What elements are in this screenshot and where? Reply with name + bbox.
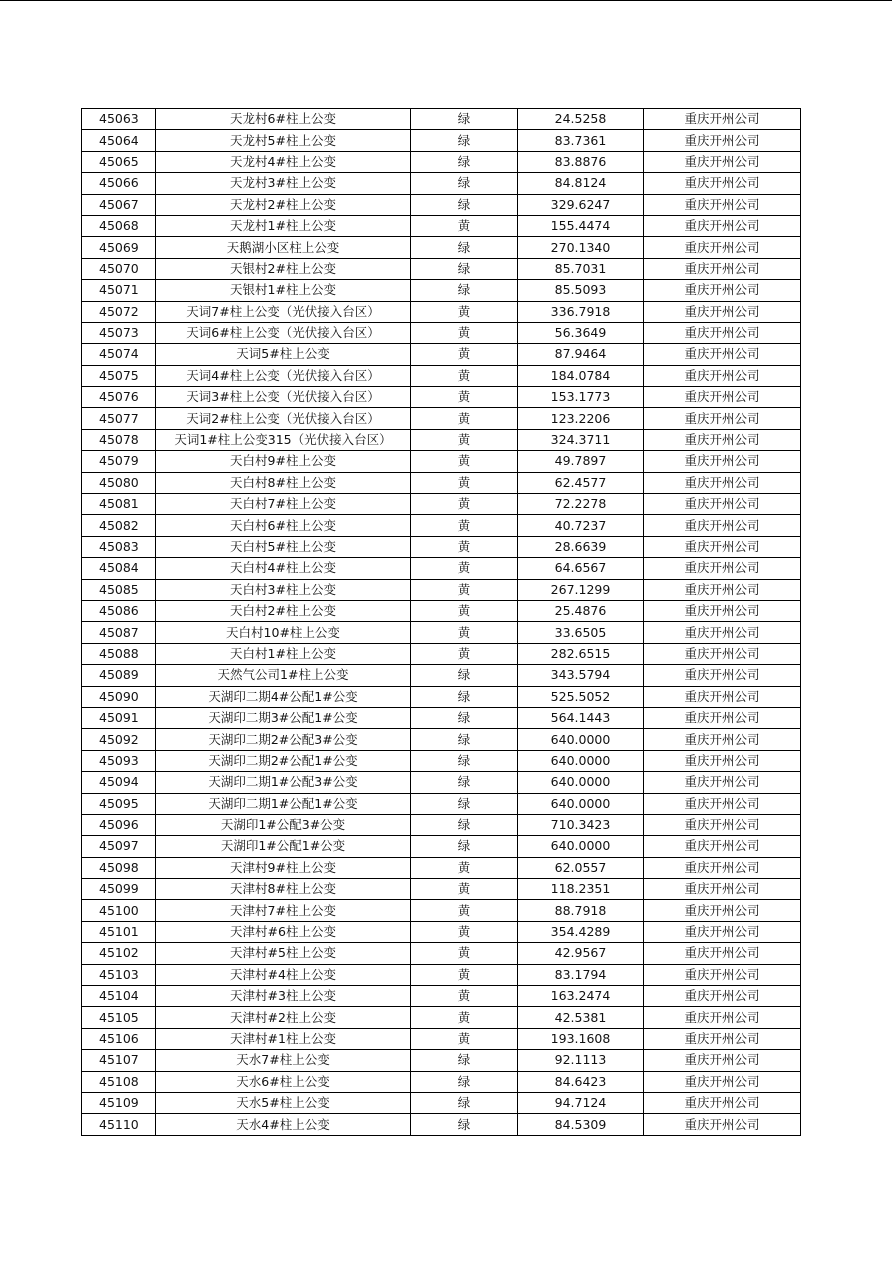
row-company-cell: 重庆开州公司 bbox=[644, 322, 801, 343]
table-row bbox=[82, 643, 801, 664]
row-value-cell: 184.0784 bbox=[518, 365, 644, 386]
row-status-color-cell: 黄 bbox=[411, 600, 518, 621]
row-status-color-cell: 黄 bbox=[411, 964, 518, 985]
row-id-cell: 45071 bbox=[82, 280, 156, 301]
row-value-cell: 42.5381 bbox=[518, 1007, 644, 1028]
row-value-cell: 155.4474 bbox=[518, 215, 644, 236]
row-value-cell: 640.0000 bbox=[518, 750, 644, 771]
row-value-cell: 94.7124 bbox=[518, 1092, 644, 1113]
row-value-cell: 49.7897 bbox=[518, 451, 644, 472]
row-id-cell: 45070 bbox=[82, 258, 156, 279]
row-company-cell: 重庆开州公司 bbox=[644, 451, 801, 472]
row-company-cell: 重庆开州公司 bbox=[644, 558, 801, 579]
row-name-cell: 天然气公司1#柱上公变 bbox=[156, 665, 411, 686]
row-company-cell: 重庆开州公司 bbox=[644, 1050, 801, 1071]
row-name-cell: 天龙村4#柱上公变 bbox=[156, 151, 411, 172]
row-status-color-cell: 绿 bbox=[411, 665, 518, 686]
table-row bbox=[82, 1092, 801, 1113]
row-name-cell: 天白村5#柱上公变 bbox=[156, 536, 411, 557]
row-company-cell: 重庆开州公司 bbox=[644, 151, 801, 172]
row-name-cell: 天银村2#柱上公变 bbox=[156, 258, 411, 279]
row-company-cell: 重庆开州公司 bbox=[644, 921, 801, 942]
row-value-cell: 33.6505 bbox=[518, 622, 644, 643]
table-row bbox=[82, 1071, 801, 1092]
table-row bbox=[82, 579, 801, 600]
row-company-cell: 重庆开州公司 bbox=[644, 622, 801, 643]
row-value-cell: 83.7361 bbox=[518, 130, 644, 151]
row-value-cell: 25.4876 bbox=[518, 600, 644, 621]
row-value-cell: 84.6423 bbox=[518, 1071, 644, 1092]
row-status-color-cell: 黄 bbox=[411, 494, 518, 515]
row-name-cell: 天湖印二期2#公配3#公变 bbox=[156, 729, 411, 750]
row-value-cell: 329.6247 bbox=[518, 194, 644, 215]
row-status-color-cell: 绿 bbox=[411, 772, 518, 793]
table-body bbox=[82, 109, 801, 1136]
row-value-cell: 153.1773 bbox=[518, 387, 644, 408]
table-row bbox=[82, 130, 801, 151]
row-status-color-cell: 黄 bbox=[411, 1028, 518, 1049]
row-status-color-cell: 绿 bbox=[411, 130, 518, 151]
row-company-cell: 重庆开州公司 bbox=[644, 237, 801, 258]
row-id-cell: 45090 bbox=[82, 686, 156, 707]
row-company-cell: 重庆开州公司 bbox=[644, 729, 801, 750]
row-id-cell: 45067 bbox=[82, 194, 156, 215]
table-row bbox=[82, 387, 801, 408]
table-row bbox=[82, 964, 801, 985]
row-value-cell: 564.1443 bbox=[518, 707, 644, 728]
row-status-color-cell: 绿 bbox=[411, 258, 518, 279]
row-id-cell: 45081 bbox=[82, 494, 156, 515]
row-company-cell: 重庆开州公司 bbox=[644, 1071, 801, 1092]
row-name-cell: 天白村3#柱上公变 bbox=[156, 579, 411, 600]
table-row bbox=[82, 536, 801, 557]
table-row bbox=[82, 836, 801, 857]
table-row bbox=[82, 1007, 801, 1028]
row-status-color-cell: 绿 bbox=[411, 686, 518, 707]
row-company-cell: 重庆开州公司 bbox=[644, 964, 801, 985]
row-value-cell: 56.3649 bbox=[518, 322, 644, 343]
row-name-cell: 天龙村5#柱上公变 bbox=[156, 130, 411, 151]
table-row bbox=[82, 857, 801, 878]
row-company-cell: 重庆开州公司 bbox=[644, 643, 801, 664]
row-status-color-cell: 黄 bbox=[411, 536, 518, 557]
row-status-color-cell: 绿 bbox=[411, 1071, 518, 1092]
row-name-cell: 天湖印二期2#公配1#公变 bbox=[156, 750, 411, 771]
table-row bbox=[82, 215, 801, 236]
row-company-cell: 重庆开州公司 bbox=[644, 986, 801, 1007]
row-company-cell: 重庆开州公司 bbox=[644, 943, 801, 964]
row-id-cell: 45076 bbox=[82, 387, 156, 408]
row-value-cell: 270.1340 bbox=[518, 237, 644, 258]
row-status-color-cell: 绿 bbox=[411, 173, 518, 194]
row-company-cell: 重庆开州公司 bbox=[644, 793, 801, 814]
row-company-cell: 重庆开州公司 bbox=[644, 344, 801, 365]
row-status-color-cell: 黄 bbox=[411, 451, 518, 472]
row-company-cell: 重庆开州公司 bbox=[644, 1028, 801, 1049]
row-id-cell: 45068 bbox=[82, 215, 156, 236]
row-id-cell: 45108 bbox=[82, 1071, 156, 1092]
table-row bbox=[82, 1114, 801, 1135]
table-row bbox=[82, 322, 801, 343]
row-company-cell: 重庆开州公司 bbox=[644, 472, 801, 493]
row-id-cell: 45099 bbox=[82, 879, 156, 900]
table-row bbox=[82, 900, 801, 921]
row-status-color-cell: 黄 bbox=[411, 301, 518, 322]
row-name-cell: 天津村#4柱上公变 bbox=[156, 964, 411, 985]
table-row bbox=[82, 686, 801, 707]
table-row bbox=[82, 365, 801, 386]
row-name-cell: 天津村7#柱上公变 bbox=[156, 900, 411, 921]
table-row bbox=[82, 943, 801, 964]
row-status-color-cell: 黄 bbox=[411, 900, 518, 921]
row-value-cell: 85.5093 bbox=[518, 280, 644, 301]
row-status-color-cell: 黄 bbox=[411, 429, 518, 450]
row-name-cell: 天龙村1#柱上公变 bbox=[156, 215, 411, 236]
row-name-cell: 天水6#柱上公变 bbox=[156, 1071, 411, 1092]
row-id-cell: 45073 bbox=[82, 322, 156, 343]
row-value-cell: 72.2278 bbox=[518, 494, 644, 515]
row-name-cell: 天白村9#柱上公变 bbox=[156, 451, 411, 472]
row-value-cell: 640.0000 bbox=[518, 793, 644, 814]
row-name-cell: 天津村#6柱上公变 bbox=[156, 921, 411, 942]
row-value-cell: 336.7918 bbox=[518, 301, 644, 322]
row-id-cell: 45104 bbox=[82, 986, 156, 1007]
row-name-cell: 天龙村6#柱上公变 bbox=[156, 109, 411, 130]
table-row bbox=[82, 622, 801, 643]
row-id-cell: 45106 bbox=[82, 1028, 156, 1049]
row-status-color-cell: 绿 bbox=[411, 151, 518, 172]
table-row bbox=[82, 558, 801, 579]
row-company-cell: 重庆开州公司 bbox=[644, 194, 801, 215]
row-value-cell: 118.2351 bbox=[518, 879, 644, 900]
table-row bbox=[82, 408, 801, 429]
row-name-cell: 天词7#柱上公变（光伏接入台区） bbox=[156, 301, 411, 322]
row-status-color-cell: 黄 bbox=[411, 387, 518, 408]
row-name-cell: 天龙村3#柱上公变 bbox=[156, 173, 411, 194]
table-row bbox=[82, 301, 801, 322]
row-value-cell: 84.5309 bbox=[518, 1114, 644, 1135]
table-row bbox=[82, 600, 801, 621]
row-name-cell: 天白村1#柱上公变 bbox=[156, 643, 411, 664]
row-status-color-cell: 黄 bbox=[411, 408, 518, 429]
row-id-cell: 45101 bbox=[82, 921, 156, 942]
table-row bbox=[82, 879, 801, 900]
row-company-cell: 重庆开州公司 bbox=[644, 387, 801, 408]
row-name-cell: 天湖印1#公配3#公变 bbox=[156, 814, 411, 835]
table-row bbox=[82, 472, 801, 493]
row-value-cell: 354.4289 bbox=[518, 921, 644, 942]
row-name-cell: 天白村2#柱上公变 bbox=[156, 600, 411, 621]
table-row bbox=[82, 665, 801, 686]
row-company-cell: 重庆开州公司 bbox=[644, 301, 801, 322]
table-row bbox=[82, 1050, 801, 1071]
table-row bbox=[82, 109, 801, 130]
row-company-cell: 重庆开州公司 bbox=[644, 707, 801, 728]
row-status-color-cell: 绿 bbox=[411, 793, 518, 814]
row-id-cell: 45107 bbox=[82, 1050, 156, 1071]
row-status-color-cell: 黄 bbox=[411, 558, 518, 579]
row-company-cell: 重庆开州公司 bbox=[644, 536, 801, 557]
row-name-cell: 天龙村2#柱上公变 bbox=[156, 194, 411, 215]
row-status-color-cell: 绿 bbox=[411, 814, 518, 835]
row-value-cell: 84.8124 bbox=[518, 173, 644, 194]
row-id-cell: 45069 bbox=[82, 237, 156, 258]
row-id-cell: 45063 bbox=[82, 109, 156, 130]
row-name-cell: 天水5#柱上公变 bbox=[156, 1092, 411, 1113]
row-value-cell: 42.9567 bbox=[518, 943, 644, 964]
row-value-cell: 28.6639 bbox=[518, 536, 644, 557]
table-row bbox=[82, 258, 801, 279]
transformer-table bbox=[81, 108, 801, 1136]
row-name-cell: 天水7#柱上公变 bbox=[156, 1050, 411, 1071]
row-company-cell: 重庆开州公司 bbox=[644, 1007, 801, 1028]
row-id-cell: 45064 bbox=[82, 130, 156, 151]
row-name-cell: 天湖印二期4#公配1#公变 bbox=[156, 686, 411, 707]
row-name-cell: 天词1#柱上公变315（光伏接入台区） bbox=[156, 429, 411, 450]
row-status-color-cell: 绿 bbox=[411, 836, 518, 857]
row-status-color-cell: 黄 bbox=[411, 472, 518, 493]
row-id-cell: 45072 bbox=[82, 301, 156, 322]
row-value-cell: 267.1299 bbox=[518, 579, 644, 600]
row-status-color-cell: 绿 bbox=[411, 109, 518, 130]
row-id-cell: 45100 bbox=[82, 900, 156, 921]
row-value-cell: 193.1608 bbox=[518, 1028, 644, 1049]
row-company-cell: 重庆开州公司 bbox=[644, 836, 801, 857]
row-name-cell: 天词3#柱上公变（光伏接入台区） bbox=[156, 387, 411, 408]
row-name-cell: 天白村7#柱上公变 bbox=[156, 494, 411, 515]
row-value-cell: 85.7031 bbox=[518, 258, 644, 279]
row-id-cell: 45078 bbox=[82, 429, 156, 450]
row-name-cell: 天津村9#柱上公变 bbox=[156, 857, 411, 878]
row-id-cell: 45088 bbox=[82, 643, 156, 664]
table-row bbox=[82, 750, 801, 771]
row-value-cell: 40.7237 bbox=[518, 515, 644, 536]
table-row bbox=[82, 237, 801, 258]
row-name-cell: 天词6#柱上公变（光伏接入台区） bbox=[156, 322, 411, 343]
row-value-cell: 163.2474 bbox=[518, 986, 644, 1007]
row-status-color-cell: 黄 bbox=[411, 322, 518, 343]
row-company-cell: 重庆开州公司 bbox=[644, 408, 801, 429]
row-company-cell: 重庆开州公司 bbox=[644, 772, 801, 793]
row-company-cell: 重庆开州公司 bbox=[644, 686, 801, 707]
row-status-color-cell: 黄 bbox=[411, 344, 518, 365]
row-id-cell: 45103 bbox=[82, 964, 156, 985]
table-row bbox=[82, 515, 801, 536]
row-company-cell: 重庆开州公司 bbox=[644, 365, 801, 386]
row-id-cell: 45096 bbox=[82, 814, 156, 835]
row-id-cell: 45097 bbox=[82, 836, 156, 857]
row-status-color-cell: 黄 bbox=[411, 879, 518, 900]
row-value-cell: 710.3423 bbox=[518, 814, 644, 835]
row-status-color-cell: 绿 bbox=[411, 707, 518, 728]
row-company-cell: 重庆开州公司 bbox=[644, 173, 801, 194]
row-status-color-cell: 黄 bbox=[411, 215, 518, 236]
table-row bbox=[82, 707, 801, 728]
table-row bbox=[82, 494, 801, 515]
table-row bbox=[82, 1028, 801, 1049]
row-id-cell: 45098 bbox=[82, 857, 156, 878]
row-status-color-cell: 黄 bbox=[411, 515, 518, 536]
row-name-cell: 天津村8#柱上公变 bbox=[156, 879, 411, 900]
page-top-border bbox=[0, 0, 892, 1]
row-id-cell: 45087 bbox=[82, 622, 156, 643]
row-name-cell: 天鹅湖小区柱上公变 bbox=[156, 237, 411, 258]
row-company-cell: 重庆开州公司 bbox=[644, 600, 801, 621]
row-company-cell: 重庆开州公司 bbox=[644, 814, 801, 835]
table-row bbox=[82, 451, 801, 472]
row-status-color-cell: 黄 bbox=[411, 986, 518, 1007]
row-id-cell: 45080 bbox=[82, 472, 156, 493]
row-name-cell: 天津村#2柱上公变 bbox=[156, 1007, 411, 1028]
row-status-color-cell: 黄 bbox=[411, 943, 518, 964]
row-company-cell: 重庆开州公司 bbox=[644, 857, 801, 878]
table-row bbox=[82, 429, 801, 450]
row-id-cell: 45092 bbox=[82, 729, 156, 750]
row-id-cell: 45105 bbox=[82, 1007, 156, 1028]
table-row bbox=[82, 729, 801, 750]
row-name-cell: 天津村#5柱上公变 bbox=[156, 943, 411, 964]
row-company-cell: 重庆开州公司 bbox=[644, 258, 801, 279]
row-company-cell: 重庆开州公司 bbox=[644, 429, 801, 450]
row-status-color-cell: 黄 bbox=[411, 643, 518, 664]
row-value-cell: 92.1113 bbox=[518, 1050, 644, 1071]
row-name-cell: 天水4#柱上公变 bbox=[156, 1114, 411, 1135]
row-status-color-cell: 绿 bbox=[411, 729, 518, 750]
row-id-cell: 45085 bbox=[82, 579, 156, 600]
row-company-cell: 重庆开州公司 bbox=[644, 579, 801, 600]
row-name-cell: 天词4#柱上公变（光伏接入台区） bbox=[156, 365, 411, 386]
row-value-cell: 87.9464 bbox=[518, 344, 644, 365]
row-id-cell: 45089 bbox=[82, 665, 156, 686]
row-company-cell: 重庆开州公司 bbox=[644, 494, 801, 515]
row-value-cell: 24.5258 bbox=[518, 109, 644, 130]
row-id-cell: 45074 bbox=[82, 344, 156, 365]
row-id-cell: 45110 bbox=[82, 1114, 156, 1135]
row-id-cell: 45077 bbox=[82, 408, 156, 429]
row-company-cell: 重庆开州公司 bbox=[644, 665, 801, 686]
row-status-color-cell: 黄 bbox=[411, 622, 518, 643]
row-company-cell: 重庆开州公司 bbox=[644, 900, 801, 921]
row-value-cell: 62.4577 bbox=[518, 472, 644, 493]
row-company-cell: 重庆开州公司 bbox=[644, 109, 801, 130]
row-value-cell: 324.3711 bbox=[518, 429, 644, 450]
row-value-cell: 525.5052 bbox=[518, 686, 644, 707]
row-status-color-cell: 绿 bbox=[411, 750, 518, 771]
row-status-color-cell: 绿 bbox=[411, 237, 518, 258]
row-id-cell: 45082 bbox=[82, 515, 156, 536]
table-row bbox=[82, 772, 801, 793]
row-id-cell: 45084 bbox=[82, 558, 156, 579]
row-name-cell: 天白村8#柱上公变 bbox=[156, 472, 411, 493]
row-status-color-cell: 绿 bbox=[411, 194, 518, 215]
table-row bbox=[82, 280, 801, 301]
row-id-cell: 45075 bbox=[82, 365, 156, 386]
row-value-cell: 88.7918 bbox=[518, 900, 644, 921]
row-status-color-cell: 黄 bbox=[411, 579, 518, 600]
row-name-cell: 天银村1#柱上公变 bbox=[156, 280, 411, 301]
row-company-cell: 重庆开州公司 bbox=[644, 515, 801, 536]
table-row bbox=[82, 344, 801, 365]
row-id-cell: 45065 bbox=[82, 151, 156, 172]
row-value-cell: 640.0000 bbox=[518, 836, 644, 857]
row-id-cell: 45109 bbox=[82, 1092, 156, 1113]
row-company-cell: 重庆开州公司 bbox=[644, 879, 801, 900]
table-row bbox=[82, 793, 801, 814]
row-status-color-cell: 绿 bbox=[411, 1114, 518, 1135]
row-id-cell: 45066 bbox=[82, 173, 156, 194]
row-company-cell: 重庆开州公司 bbox=[644, 130, 801, 151]
row-value-cell: 343.5794 bbox=[518, 665, 644, 686]
row-id-cell: 45094 bbox=[82, 772, 156, 793]
row-name-cell: 天津村#1柱上公变 bbox=[156, 1028, 411, 1049]
row-value-cell: 62.0557 bbox=[518, 857, 644, 878]
row-id-cell: 45091 bbox=[82, 707, 156, 728]
row-name-cell: 天白村6#柱上公变 bbox=[156, 515, 411, 536]
row-name-cell: 天白村4#柱上公变 bbox=[156, 558, 411, 579]
row-value-cell: 83.8876 bbox=[518, 151, 644, 172]
row-company-cell: 重庆开州公司 bbox=[644, 1114, 801, 1135]
row-value-cell: 640.0000 bbox=[518, 772, 644, 793]
row-name-cell: 天湖印1#公配1#公变 bbox=[156, 836, 411, 857]
row-value-cell: 640.0000 bbox=[518, 729, 644, 750]
table-row bbox=[82, 986, 801, 1007]
row-status-color-cell: 黄 bbox=[411, 1007, 518, 1028]
row-company-cell: 重庆开州公司 bbox=[644, 750, 801, 771]
row-id-cell: 45102 bbox=[82, 943, 156, 964]
row-name-cell: 天湖印二期1#公配1#公变 bbox=[156, 793, 411, 814]
row-id-cell: 45086 bbox=[82, 600, 156, 621]
row-id-cell: 45079 bbox=[82, 451, 156, 472]
row-status-color-cell: 绿 bbox=[411, 1050, 518, 1071]
table-row bbox=[82, 173, 801, 194]
row-company-cell: 重庆开州公司 bbox=[644, 280, 801, 301]
row-id-cell: 45095 bbox=[82, 793, 156, 814]
row-value-cell: 123.2206 bbox=[518, 408, 644, 429]
row-status-color-cell: 绿 bbox=[411, 1092, 518, 1113]
row-value-cell: 83.1794 bbox=[518, 964, 644, 985]
table-row bbox=[82, 921, 801, 942]
row-status-color-cell: 黄 bbox=[411, 857, 518, 878]
table-row bbox=[82, 194, 801, 215]
row-name-cell: 天湖印二期1#公配3#公变 bbox=[156, 772, 411, 793]
row-name-cell: 天湖印二期3#公配1#公变 bbox=[156, 707, 411, 728]
row-name-cell: 天白村10#柱上公变 bbox=[156, 622, 411, 643]
row-status-color-cell: 黄 bbox=[411, 365, 518, 386]
row-name-cell: 天津村#3柱上公变 bbox=[156, 986, 411, 1007]
row-name-cell: 天词5#柱上公变 bbox=[156, 344, 411, 365]
row-name-cell: 天词2#柱上公变（光伏接入台区） bbox=[156, 408, 411, 429]
row-id-cell: 45093 bbox=[82, 750, 156, 771]
row-id-cell: 45083 bbox=[82, 536, 156, 557]
row-value-cell: 282.6515 bbox=[518, 643, 644, 664]
table-row bbox=[82, 151, 801, 172]
row-status-color-cell: 黄 bbox=[411, 921, 518, 942]
row-company-cell: 重庆开州公司 bbox=[644, 1092, 801, 1113]
table-row bbox=[82, 814, 801, 835]
row-status-color-cell: 绿 bbox=[411, 280, 518, 301]
row-company-cell: 重庆开州公司 bbox=[644, 215, 801, 236]
row-value-cell: 64.6567 bbox=[518, 558, 644, 579]
